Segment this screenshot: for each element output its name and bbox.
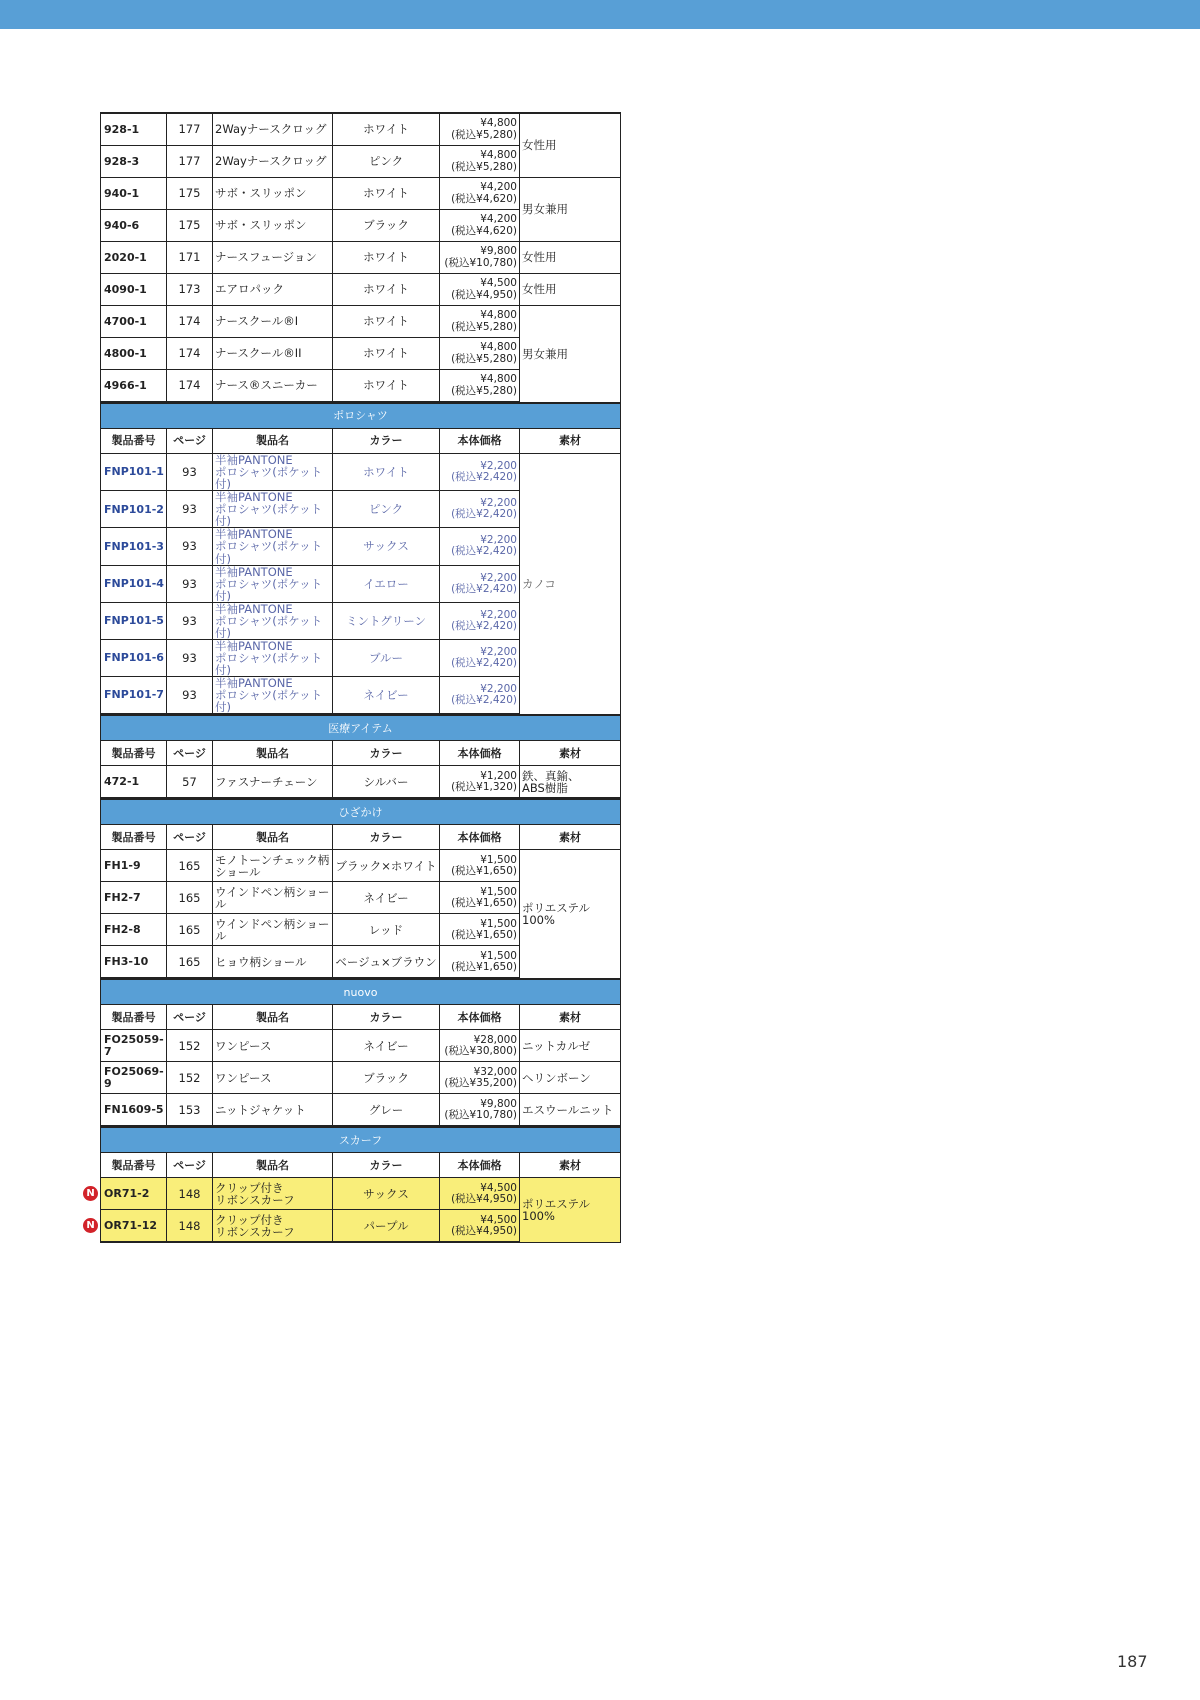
line-2: ポロシャツ(ポケット付)	[215, 576, 323, 603]
price-with-tax: (税込¥2,420)	[451, 471, 517, 484]
product-name: ワンピース	[213, 1062, 333, 1094]
product-code: 4090-1	[101, 274, 167, 306]
column-header-color: カラー	[333, 741, 440, 766]
price: ¥1,200	[480, 769, 517, 782]
price-cell	[440, 565, 520, 602]
column-header-page: ページ	[167, 825, 213, 850]
product-color: サックス	[333, 1178, 440, 1210]
product-code: FH3-10	[101, 946, 167, 979]
line-1: クリップ付き	[215, 1180, 284, 1195]
product-code-cell	[86, 1210, 167, 1243]
product-name	[213, 850, 333, 882]
price: ¥4,800	[480, 341, 517, 354]
product-color: ホワイト	[333, 370, 440, 403]
product-name	[213, 454, 333, 491]
section-title: スカーフ	[101, 1128, 621, 1153]
column-header-color: カラー	[333, 429, 440, 454]
product-name	[213, 1210, 333, 1243]
line-2: 100%	[522, 913, 555, 928]
product-name	[213, 639, 333, 676]
column-header-code: 製品番号	[101, 741, 167, 766]
price-cell	[440, 274, 520, 306]
product-code: 940-6	[101, 210, 167, 242]
product-code: 4800-1	[101, 338, 167, 370]
product-name: エアロパック	[213, 274, 333, 306]
line-1: 半袖PANTONE	[215, 564, 293, 579]
material-cell: エスウールニット	[520, 1094, 621, 1127]
price-with-tax: (税込¥4,620)	[451, 224, 517, 237]
line-1: ポリエステル	[522, 901, 590, 915]
price-cell	[440, 1030, 520, 1062]
product-color: ピンク	[333, 491, 440, 528]
price-with-tax: (税込¥1,650)	[451, 928, 517, 941]
section-title: nuovo	[101, 980, 621, 1005]
price-cell	[440, 1210, 520, 1243]
price: ¥1,500	[480, 853, 517, 866]
column-header-price: 本体価格	[440, 429, 520, 454]
product-code: 472-1	[101, 766, 167, 799]
scarf-table	[86, 1127, 621, 1243]
line-2: 100%	[522, 1209, 555, 1224]
product-name: サボ・スリッポン	[213, 210, 333, 242]
price: ¥2,200	[480, 608, 517, 621]
price-cell	[440, 370, 520, 403]
price: ¥2,200	[480, 683, 517, 696]
table-row	[101, 1178, 621, 1210]
price-cell	[440, 113, 520, 146]
product-color: ホワイト	[333, 454, 440, 491]
material-cell: 女性用	[520, 274, 621, 306]
price-with-tax: (税込¥4,950)	[451, 1192, 517, 1205]
price-cell	[440, 1062, 520, 1094]
page-ref: 171	[167, 242, 213, 274]
column-header-material: 素材	[520, 1005, 621, 1030]
price: ¥2,200	[480, 571, 517, 584]
product-color: ネイビー	[333, 882, 440, 914]
product-code: 940-1	[101, 178, 167, 210]
price-with-tax: (税込¥5,280)	[451, 128, 517, 141]
material-cell	[520, 1178, 621, 1243]
column-header-color: カラー	[333, 1153, 440, 1178]
price-with-tax: (税込¥4,950)	[451, 288, 517, 301]
page-ref: 93	[167, 565, 213, 602]
price-with-tax: (税込¥1,650)	[451, 864, 517, 877]
product-color: ミントグリーン	[333, 602, 440, 639]
page-ref: 93	[167, 454, 213, 491]
column-header-price: 本体価格	[440, 825, 520, 850]
price-cell	[440, 178, 520, 210]
product-code: OR71-2	[104, 1187, 150, 1201]
line-1: 半袖PANTONE	[215, 601, 293, 616]
material-cell: 男女兼用	[520, 178, 621, 242]
column-header-price: 本体価格	[440, 1153, 520, 1178]
price-with-tax: (税込¥2,420)	[451, 545, 517, 558]
column-header-material: 素材	[520, 1153, 621, 1178]
product-code: 4966-1	[101, 370, 167, 403]
column-header-code: 製品番号	[101, 1005, 167, 1030]
line-1: 半袖PANTONE	[215, 676, 293, 691]
product-code: OR71-12	[104, 1219, 158, 1233]
page-ref: 165	[167, 882, 213, 914]
price-with-tax: (税込¥5,280)	[451, 352, 517, 365]
page-ref: 153	[167, 1094, 213, 1127]
price-cell	[440, 602, 520, 639]
page-ref: 93	[167, 491, 213, 528]
product-code: FH1-9	[101, 850, 167, 882]
line-1: ポリエステル	[522, 1197, 590, 1211]
product-color: ベージュ×ブラウン	[333, 946, 440, 979]
table-row	[101, 766, 621, 799]
section-title: ポロシャツ	[101, 404, 621, 429]
line-2: ポロシャツ(ポケット付)	[215, 465, 323, 492]
line-1: クリップ付き	[215, 1212, 284, 1227]
table-row	[101, 242, 621, 274]
section-title: ひざかけ	[101, 800, 621, 825]
price-with-tax: (税込¥30,800)	[444, 1044, 517, 1057]
price: ¥2,200	[480, 646, 517, 659]
page-ref: 93	[167, 528, 213, 565]
line-2: ABS樹脂	[522, 780, 568, 795]
price-cell	[440, 146, 520, 178]
product-color: イエロー	[333, 565, 440, 602]
product-color: サックス	[333, 528, 440, 565]
price-with-tax: (税込¥35,200)	[444, 1076, 517, 1089]
new-badge: N	[83, 1218, 98, 1233]
line-1: 半袖PANTONE	[215, 453, 293, 467]
product-color: ブラック	[333, 210, 440, 242]
product-name	[213, 528, 333, 565]
price-with-tax: (税込¥5,280)	[451, 160, 517, 173]
price: ¥4,800	[480, 149, 517, 162]
price: ¥9,800	[480, 1097, 517, 1110]
table-row	[101, 1094, 621, 1127]
product-name	[213, 882, 333, 914]
product-color: パープル	[333, 1210, 440, 1243]
column-header-name: 製品名	[213, 741, 333, 766]
line-1: 鉄、真鍮、	[522, 768, 580, 783]
price-cell	[440, 882, 520, 914]
price: ¥4,500	[480, 1213, 517, 1226]
product-color: ホワイト	[333, 306, 440, 338]
price-cell	[440, 1094, 520, 1127]
line-2: リボンスカーフ	[215, 1224, 295, 1239]
line-1: 半袖PANTONE	[215, 527, 293, 542]
column-header-page: ページ	[167, 741, 213, 766]
table-row	[101, 1030, 621, 1062]
price-cell	[440, 766, 520, 799]
price: ¥4,800	[480, 309, 517, 322]
price-with-tax: (税込¥1,320)	[451, 780, 517, 793]
price-cell	[440, 528, 520, 565]
page-ref: 177	[167, 146, 213, 178]
product-catalog-table	[86, 112, 620, 1243]
product-code: FO25059-7	[101, 1030, 167, 1062]
top-color-bar	[0, 0, 1200, 29]
product-code: FNP101-4	[101, 565, 167, 602]
line-1: 半袖PANTONE	[215, 638, 293, 653]
product-code: FN1609-5	[101, 1094, 167, 1127]
price-cell	[440, 338, 520, 370]
column-header-material: 素材	[520, 429, 621, 454]
product-name: ワンピース	[213, 1030, 333, 1062]
page-ref: 165	[167, 914, 213, 946]
price-with-tax: (税込¥4,950)	[451, 1224, 517, 1237]
product-name: ニットジャケット	[213, 1094, 333, 1127]
price: ¥4,200	[480, 213, 517, 226]
product-code: FNP101-6	[101, 639, 167, 676]
line-2: ポロシャツ(ポケット付)	[215, 651, 323, 678]
line-1: ウインドペン柄ショール	[215, 916, 330, 943]
page-ref: 174	[167, 370, 213, 403]
column-header-name: 製品名	[213, 1153, 333, 1178]
page-ref: 57	[167, 766, 213, 799]
page-ref: 152	[167, 1062, 213, 1094]
line-1: ウインドペン柄ショール	[215, 884, 330, 911]
material-cell: 男女兼用	[520, 306, 621, 403]
price-with-tax: (税込¥2,420)	[451, 508, 517, 521]
price: ¥28,000	[473, 1033, 517, 1046]
price-with-tax: (税込¥10,780)	[444, 256, 517, 269]
product-code: FNP101-7	[101, 677, 167, 715]
page-ref: 148	[167, 1210, 213, 1243]
product-name: ナースクール®II	[213, 338, 333, 370]
product-color: ブラック×ホワイト	[333, 850, 440, 882]
price-cell	[440, 914, 520, 946]
table-row	[101, 306, 621, 338]
material-cell: カノコ	[520, 454, 621, 715]
price-with-tax: (税込¥1,650)	[451, 896, 517, 909]
page-number: 187	[1117, 1652, 1148, 1671]
price: ¥9,800	[480, 245, 517, 258]
product-code: FH2-7	[101, 882, 167, 914]
page-ref: 93	[167, 602, 213, 639]
price-with-tax: (税込¥4,620)	[451, 192, 517, 205]
price-cell	[440, 491, 520, 528]
product-code: FO25069-9	[101, 1062, 167, 1094]
table-row	[101, 454, 621, 491]
medical-table	[100, 715, 621, 799]
column-header-material: 素材	[520, 741, 621, 766]
product-color: シルバー	[333, 766, 440, 799]
price-cell	[440, 210, 520, 242]
price-with-tax: (税込¥2,420)	[451, 694, 517, 707]
column-header-page: ページ	[167, 1005, 213, 1030]
line-2: ポロシャツ(ポケット付)	[215, 613, 323, 640]
product-name	[213, 1178, 333, 1210]
product-name	[213, 946, 333, 979]
table-row	[101, 1062, 621, 1094]
product-name: 2Wayナースクロッグ	[213, 146, 333, 178]
material-cell: 女性用	[520, 113, 621, 178]
product-color: グレー	[333, 1094, 440, 1127]
table-row	[101, 850, 621, 882]
page-ref: 173	[167, 274, 213, 306]
product-color: ピンク	[333, 146, 440, 178]
line-2: リボンスカーフ	[215, 1192, 295, 1207]
price: ¥4,800	[480, 373, 517, 386]
price: ¥2,200	[480, 497, 517, 510]
product-color: ホワイト	[333, 242, 440, 274]
product-code: FH2-8	[101, 914, 167, 946]
price-with-tax: (税込¥2,420)	[451, 582, 517, 595]
product-code-cell	[86, 1178, 167, 1210]
product-color: ネイビー	[333, 1030, 440, 1062]
product-code: FNP101-3	[101, 528, 167, 565]
product-code: FNP101-1	[101, 454, 167, 491]
column-header-color: カラー	[333, 825, 440, 850]
page-ref: 174	[167, 338, 213, 370]
line-2: ポロシャツ(ポケット付)	[215, 539, 323, 566]
page-ref: 174	[167, 306, 213, 338]
line-2: ポロシャツ(ポケット付)	[215, 688, 323, 715]
price-with-tax: (税込¥10,780)	[444, 1108, 517, 1121]
page-ref: 175	[167, 210, 213, 242]
product-color: レッド	[333, 914, 440, 946]
column-header-price: 本体価格	[440, 1005, 520, 1030]
product-name: ナースクール®I	[213, 306, 333, 338]
price-cell	[440, 242, 520, 274]
page-ref: 93	[167, 677, 213, 715]
page-ref: 148	[167, 1178, 213, 1210]
nuovo-table	[100, 979, 621, 1127]
price-cell	[440, 946, 520, 979]
shoes-table	[100, 112, 621, 403]
polo-table	[100, 403, 621, 715]
product-code: 2020-1	[101, 242, 167, 274]
product-code: 928-1	[101, 113, 167, 146]
column-header-price: 本体価格	[440, 741, 520, 766]
product-color: ブラック	[333, 1062, 440, 1094]
table-row	[101, 274, 621, 306]
product-name	[213, 565, 333, 602]
column-header-page: ページ	[167, 429, 213, 454]
product-color: ネイビー	[333, 677, 440, 715]
line-2: ショール	[215, 864, 261, 879]
price-cell	[440, 306, 520, 338]
price-with-tax: (税込¥5,280)	[451, 384, 517, 397]
product-color: ホワイト	[333, 274, 440, 306]
product-color: ホワイト	[333, 338, 440, 370]
product-name	[213, 914, 333, 946]
price: ¥4,500	[480, 277, 517, 290]
page-ref: 152	[167, 1030, 213, 1062]
column-header-name: 製品名	[213, 825, 333, 850]
product-code: FNP101-2	[101, 491, 167, 528]
page-ref: 165	[167, 946, 213, 979]
material-cell	[520, 850, 621, 979]
material-cell	[520, 766, 621, 799]
product-name	[213, 491, 333, 528]
column-header-name: 製品名	[213, 429, 333, 454]
product-name: 2Wayナースクロッグ	[213, 113, 333, 146]
price: ¥4,800	[480, 117, 517, 130]
line-1: 半袖PANTONE	[215, 490, 293, 505]
material-cell: 女性用	[520, 242, 621, 274]
line-2: ポロシャツ(ポケット付)	[215, 502, 323, 529]
price: ¥1,500	[480, 949, 517, 962]
product-color: ホワイト	[333, 178, 440, 210]
page-ref: 165	[167, 850, 213, 882]
column-header-page: ページ	[167, 1153, 213, 1178]
price: ¥2,200	[480, 460, 517, 473]
price-cell	[440, 850, 520, 882]
product-name: ナースフュージョン	[213, 242, 333, 274]
price: ¥4,200	[480, 181, 517, 194]
price: ¥2,200	[480, 534, 517, 547]
price-with-tax: (税込¥5,280)	[451, 320, 517, 333]
price: ¥1,500	[480, 885, 517, 898]
material-cell: ヘリンボーン	[520, 1062, 621, 1094]
table-row	[101, 178, 621, 210]
column-header-code: 製品番号	[101, 429, 167, 454]
product-color: ホワイト	[333, 113, 440, 146]
column-header-color: カラー	[333, 1005, 440, 1030]
price: ¥4,500	[480, 1181, 517, 1194]
table-row	[101, 113, 621, 146]
price: ¥32,000	[473, 1065, 517, 1078]
lap-blanket-table	[100, 799, 621, 979]
column-header-code: 製品番号	[101, 825, 167, 850]
product-code: 4700-1	[101, 306, 167, 338]
product-color: ブルー	[333, 639, 440, 676]
product-code: 928-3	[101, 146, 167, 178]
column-header-name: 製品名	[213, 1005, 333, 1030]
new-badge: N	[83, 1186, 98, 1201]
product-name: ファスナーチェーン	[213, 766, 333, 799]
price-with-tax: (税込¥2,420)	[451, 657, 517, 670]
column-header-material: 素材	[520, 825, 621, 850]
product-name: ナース®スニーカー	[213, 370, 333, 403]
product-name: サボ・スリッポン	[213, 178, 333, 210]
section-title: 医療アイテム	[101, 716, 621, 741]
price-cell	[440, 677, 520, 715]
price-with-tax: (税込¥1,650)	[451, 960, 517, 973]
page-ref: 177	[167, 113, 213, 146]
product-name	[213, 602, 333, 639]
product-name	[213, 677, 333, 715]
product-code: FNP101-5	[101, 602, 167, 639]
price-cell	[440, 639, 520, 676]
price-cell	[440, 1178, 520, 1210]
line-1: モノトーンチェック柄	[215, 852, 330, 867]
material-cell: ニットカルゼ	[520, 1030, 621, 1062]
price: ¥1,500	[480, 917, 517, 930]
page-ref: 175	[167, 178, 213, 210]
price-cell	[440, 454, 520, 491]
page-ref: 93	[167, 639, 213, 676]
price-with-tax: (税込¥2,420)	[451, 619, 517, 632]
line-1: ヒョウ柄ショール	[215, 954, 307, 969]
column-header-code: 製品番号	[101, 1153, 167, 1178]
